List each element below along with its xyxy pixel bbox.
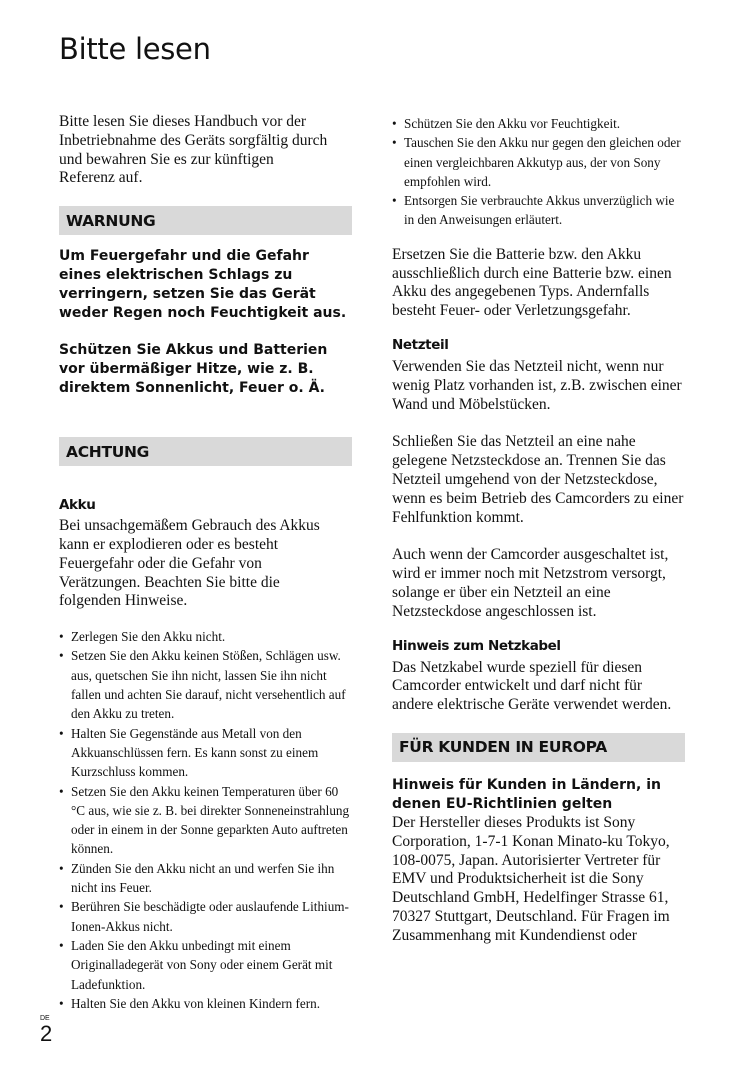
warnung-heading: WARNUNG: [59, 206, 352, 235]
list-item: • Entsorgen Sie verbrauchte Akkus unverzüglich wie in den Anweisungen erläutert.: [392, 191, 685, 230]
akku-bullet-list: [59, 627, 352, 1013]
list-item: • Setzen Sie den Akku keinen Stößen, Schlägen usw. aus, quetschen Sie ihn nicht, lassen Sie ihn nicht fallen und achten Sie darauf, nicht versehentlich auf den Akku zu treten.: [59, 646, 352, 723]
list-item: • Tauschen Sie den Akku nur gegen den gleichen oder einen vergleichbaren Akkutyp aus, der von Sony empfohlen wird.: [392, 133, 685, 191]
netzteil-heading: Netzteil: [392, 336, 449, 353]
list-item: • Zünden Sie den Akku nicht an und werfen Sie ihn nicht ins Feuer.: [59, 859, 352, 898]
netzteil-paragraph-1: Verwenden Sie das Netzteil nicht, wenn nur wenig Platz vorhanden ist, z.B. zwischen einer Wand und Möbelstücken.: [392, 357, 682, 413]
list-item: • Setzen Sie den Akku keinen Temperaturen über 60 °C aus, wie sie z. B. bei direkter Sonneneinstrahlung oder in einem in der Sonne geparkten Auto auftreten können.: [59, 782, 352, 859]
warnung-paragraph-2: Schützen Sie Akkus und Batterien vor übermäßiger Hitze, wie z. B. direktem Sonnenlicht, Feuer o. Ä.: [59, 342, 328, 397]
right-column: [392, 113, 685, 946]
intro-paragraph: Bitte lesen Sie dieses Handbuch vor der Inbetriebnahme des Geräts sorgfältig durch und bewahren Sie es zur künftigen Referenz auf.: [59, 113, 328, 187]
list-item: • Laden Sie den Akku unbedingt mit einem Originalladegerät von Sony oder einem Gerät mit Ladefunktion.: [59, 936, 352, 994]
left-column: [59, 113, 352, 1013]
warnung-paragraph-1: Um Feuergefahr und die Gefahr eines elektrischen Schlags zu verringern, setzen Sie das Gerät weder Regen noch Feuchtigkeit aus.: [59, 248, 347, 322]
list-item: • Berühren Sie beschädigte oder auslaufende Lithium-Ionen-Akkus nicht.: [59, 897, 352, 936]
list-item: • Halten Sie den Akku von kleinen Kindern fern.: [59, 994, 352, 1013]
language-code: DE: [40, 1015, 50, 1022]
page-title: Bitte lesen: [59, 32, 211, 66]
akku-paragraph: Bei unsachgemäßem Gebrauch des Akkus kann er explodieren oder es besteht Feuergefahr oder die Gefahr von Verätzungen. Beachten Sie bitte die folgenden Hinweise.: [59, 517, 320, 610]
europa-heading: FÜR KUNDEN IN EUROPA: [392, 733, 685, 762]
eu-subheading: Hinweis für Kunden in Ländern, in denen EU-Richtlinien gelten: [392, 776, 661, 812]
eu-paragraph: Der Hersteller dieses Produkts ist Sony Corporation, 1-7-1 Konan Minato-ku Tokyo, 108-0075, Japan. Autorisierter Vertreter für EMV und Produktsicherheit ist die Sony Deutschland GmbH, Hedelfinger Strasse 61, 70327 Stuttgart, Deutschland. Für Fragen im Zusammenhang mit Kundendienst oder: [392, 813, 670, 944]
netzteil-paragraph-2: Schließen Sie das Netzteil an eine nahe gelegene Netzsteckdose an. Trennen Sie das Netzteil umgehend von der Netzsteckdose, wenn es beim Betrieb des Camcorders zu einer Fehlfunktion kommt.: [392, 433, 684, 526]
netzteil-paragraph-3: Auch wenn der Camcorder ausgeschaltet ist, wird er immer noch mit Netzstrom versorgt, solange er über ein Netzteil an eine Netzsteckdose angeschlossen ist.: [392, 546, 669, 620]
akku-heading: Akku: [59, 497, 96, 514]
list-item: • Halten Sie Gegenstände aus Metall von den Akkuanschlüssen fern. Es kann sonst zu einem Kurzschluss kommen.: [59, 724, 352, 782]
page-number: [40, 1015, 52, 1045]
netzkabel-heading: Hinweis zum Netzkabel: [392, 637, 561, 654]
netzkabel-paragraph: Das Netzkabel wurde speziell für diesen Camcorder entwickelt und darf nicht für andere elektrische Geräte verwendet werden.: [392, 658, 672, 714]
akku-bullet-list-continued: [392, 114, 685, 230]
page-number-value: 2: [40, 1021, 53, 1046]
ersetzen-paragraph: Ersetzen Sie die Batterie bzw. den Akku ausschließlich durch eine Batterie bzw. einen Akku des angegebenen Typs. Andernfalls besteht Feuer- oder Verletzungsgefahr.: [392, 245, 672, 320]
list-item: • Schützen Sie den Akku vor Feuchtigkeit.: [392, 114, 685, 133]
list-item: • Zerlegen Sie den Akku nicht.: [59, 627, 352, 646]
achtung-heading: ACHTUNG: [59, 437, 352, 466]
